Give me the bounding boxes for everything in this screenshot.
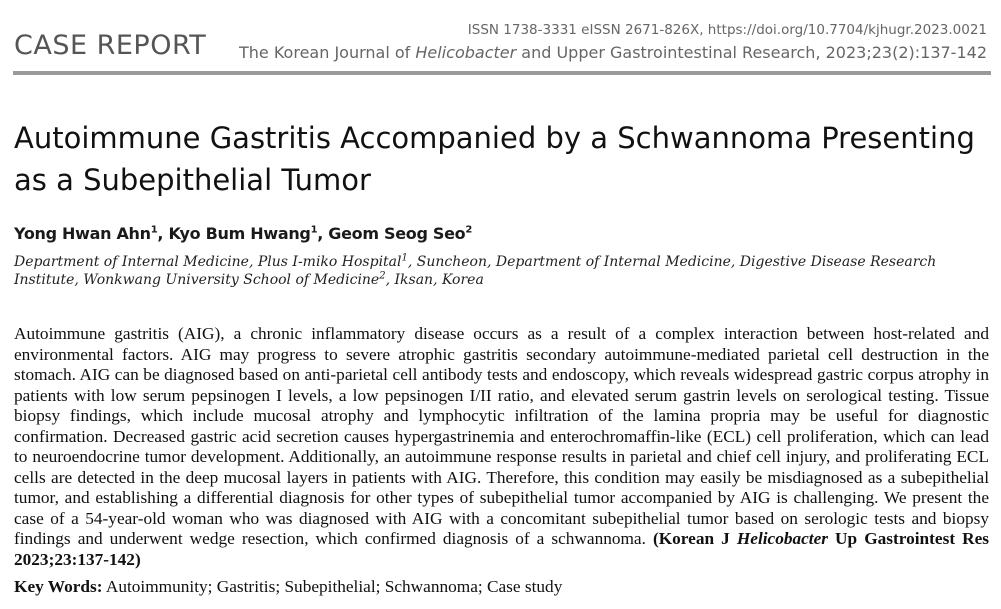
- header-divider: [13, 71, 991, 75]
- abstract: [14, 324, 989, 570]
- keywords-list: Autoimmunity; Gastritis; Subepithelial; Schwannoma; Case study: [102, 577, 563, 596]
- citation-prefix: (Korean J: [652, 529, 737, 548]
- abstract-text: Autoimmune gastritis (AIG), a chronic inflammatory disease occurs as a result of a complex interaction between host-related and environmental factors. AIG may progress to severe atrophic gastritis secondary autoimmune-mediated parietal cell destruction in the stomach. AIG can be diagnosed based on anti-parietal cell antibody tests and endoscopy, which reveals widespread gastric corpus atrophy in patients with low serum pepsinogen I levels, a low pepsinogen I/II ratio, and elevated serum gastrin levels on serological testing. Tissue biopsy findings, which include mucosal atrophy and lymphocytic infiltration of the lamina propria may be useful for diagnostic confirmation. Decreased gastric acid secretion causes hypergastrinemia and enterochromaffin-like (ECL) cell proliferation, which can lead to neuroendocrine tumor development. Additionally, an autoimmune response results in parietal and chief cell injury, and proliferating ECL cells are detected in the deep mucosal layers in patients with AIG. Therefore, this condition may easily be misdiagnosed as a subepithelial tumor, and establishing a differential diagnosis for other types of subepithelial tumor accompanied by AIG is challenging. We present the case of a 54-year-old woman who was diagnosed with AIG with a concomitant subepithelial tumor based on serologic tests and biopsy findings and underwent wedge resection, which confirmed diagnosis of a schwannoma.: [14, 324, 989, 548]
- affiliations: [14, 253, 989, 289]
- keywords: [14, 577, 562, 597]
- citation-italic: Helicobacter: [736, 529, 829, 548]
- affiliation-1: Department of Internal Medicine, Plus I-miko Hospital: [14, 254, 402, 270]
- author-separator: ,: [157, 224, 169, 243]
- author-separator: ,: [317, 224, 329, 243]
- section-label: CASE REPORT: [14, 30, 207, 61]
- affiliation-2-rest: , Iksan, Korea: [385, 272, 484, 288]
- journal-citation-line: [239, 43, 987, 62]
- journal-suffix: and Upper Gastrointestinal Research, 2023;23(2):137-142: [516, 43, 987, 62]
- author-affil-mark: 1: [310, 224, 318, 236]
- author-name: Geom Seog Seo: [328, 224, 466, 243]
- author-name: Yong Hwan Ahn: [14, 224, 151, 243]
- author-affil-mark: 2: [465, 224, 473, 236]
- author-affil-mark: 1: [150, 224, 158, 236]
- citation-suffix: Up Gastrointest Res 2023;23:137-142): [14, 529, 989, 569]
- page-header: [0, 0, 1001, 76]
- author-name: Kyo Bum Hwang: [168, 224, 311, 243]
- affiliation-1-mark: 1: [401, 252, 408, 264]
- journal-prefix: The Korean Journal of: [239, 43, 416, 62]
- affiliation-1-rest: , Suncheon, Department of Internal Medicine, Digestive Disease Research Institute, Wonkwang University School of Medicine: [14, 254, 937, 288]
- journal-italic: Helicobacter: [415, 43, 517, 62]
- keywords-label: Key Words:: [14, 577, 103, 596]
- issn-doi-line: ISSN 1738-3331 eISSN 2671-826X, https://doi.org/10.7704/kjhugr.2023.0021: [467, 22, 987, 38]
- author-list: [14, 224, 472, 243]
- affiliation-2-mark: 2: [379, 270, 386, 282]
- article-title: Autoimmune Gastritis Accompanied by a Schwannoma Presenting as a Subepithelial Tumor: [14, 121, 975, 197]
